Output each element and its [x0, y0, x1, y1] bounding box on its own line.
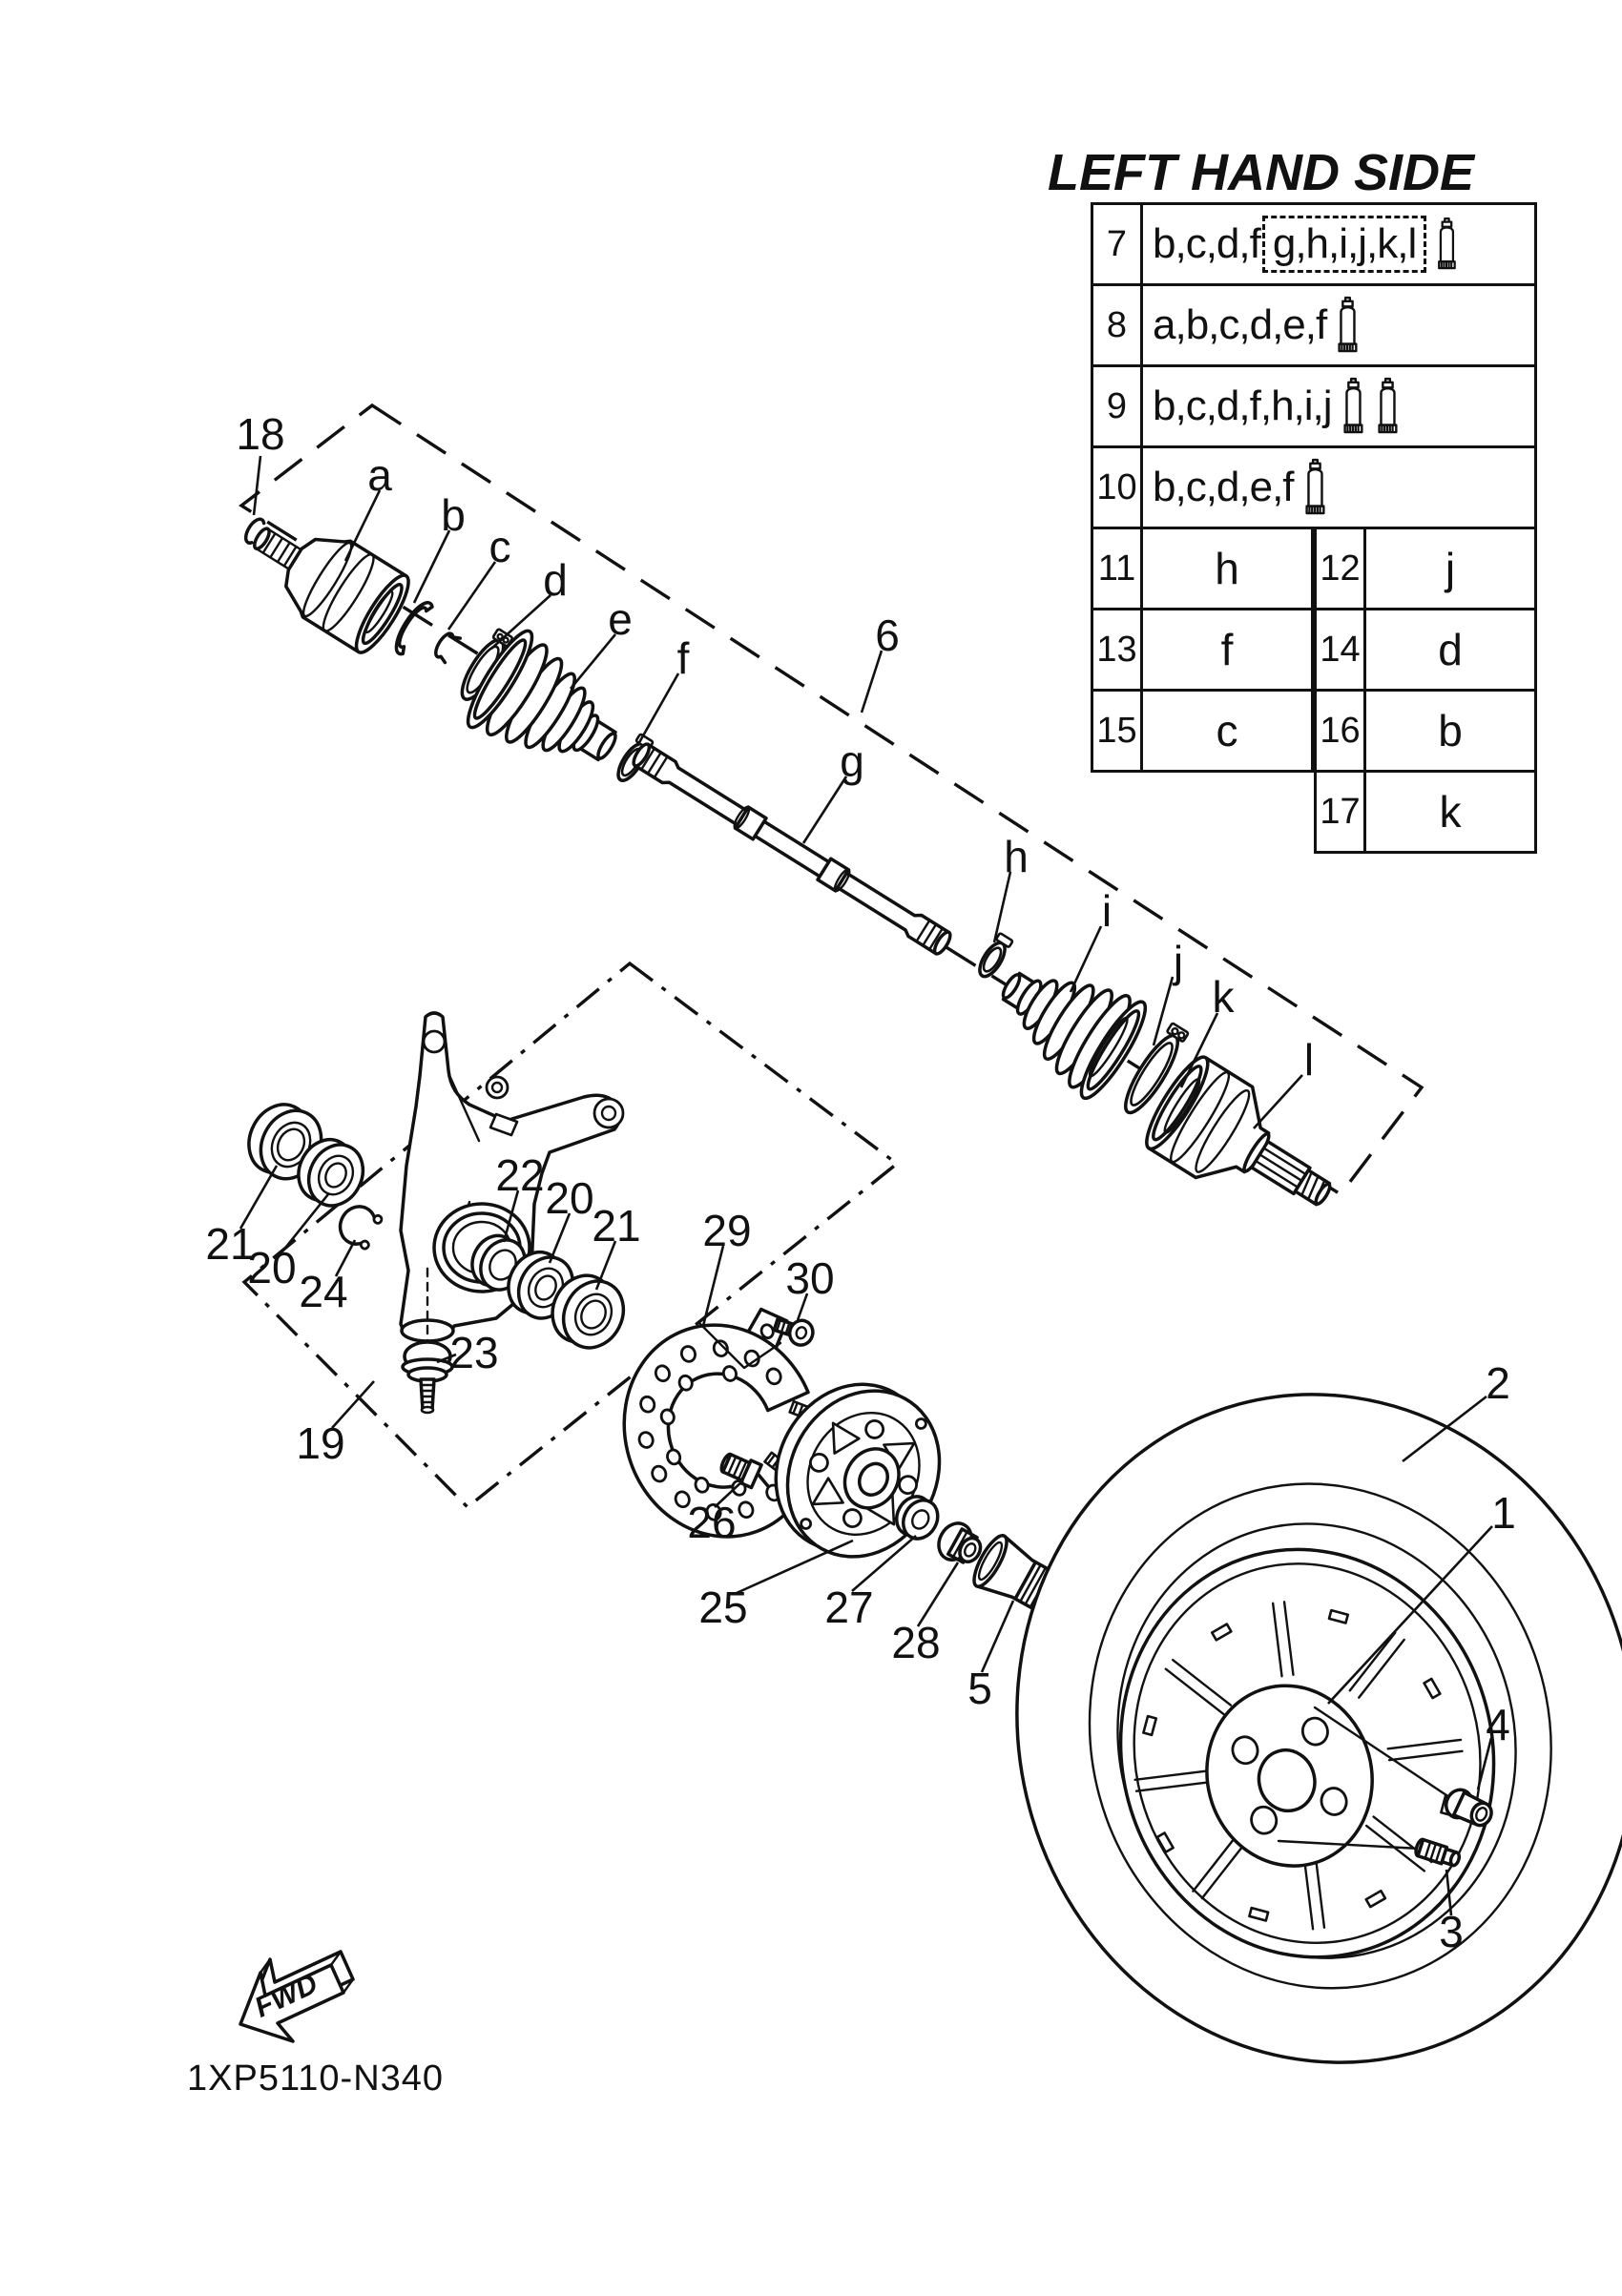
row-number: 14 — [1317, 610, 1366, 689]
callout-label-4: 4 — [1486, 1700, 1510, 1749]
grease-tube-icon — [1334, 294, 1361, 357]
table-row-11-12 — [1091, 527, 1537, 610]
leader-line-i — [1071, 926, 1101, 992]
leader-line-g — [803, 776, 846, 843]
row-letters — [1143, 448, 1534, 527]
letters-plain: b,c,d,f,h,i,j — [1153, 383, 1332, 429]
page-title: LEFT HAND SIDE — [1048, 144, 1475, 201]
callout-label-3: 3 — [1439, 1907, 1464, 1956]
fwd-arrow — [240, 1952, 353, 2041]
row-letters — [1143, 205, 1534, 283]
leader-line-b — [414, 530, 449, 603]
table-row-17 — [1091, 770, 1537, 854]
leader-line-c — [448, 562, 495, 630]
callout-label-h: h — [1004, 832, 1029, 881]
snap-ring-24-part — [334, 1201, 384, 1251]
callout-label-1: 1 — [1491, 1488, 1516, 1538]
leader-line-28 — [918, 1562, 958, 1626]
callout-label-21: 21 — [592, 1201, 641, 1251]
callout-label-20: 20 — [247, 1243, 297, 1293]
letters-plain: a,b,c,d,e,f — [1153, 301, 1327, 348]
row-number: 12 — [1317, 529, 1366, 608]
callout-label-c: c — [489, 522, 511, 571]
table-row-13-14 — [1091, 608, 1537, 692]
row-letter: f — [1220, 625, 1234, 674]
callout-label-20: 20 — [545, 1173, 594, 1223]
callout-label-b: b — [441, 490, 466, 540]
leader-line-l — [1254, 1075, 1302, 1128]
row-letters — [1143, 367, 1534, 445]
cv-boot-outer-part — [978, 936, 1154, 1105]
table-row-9 — [1091, 364, 1537, 448]
callout-label-f: f — [676, 633, 690, 683]
row-number-empty — [1093, 773, 1143, 851]
grease-tube-icon — [1374, 375, 1401, 438]
callout-label-g: g — [840, 736, 864, 786]
callout-label-25: 25 — [698, 1582, 748, 1632]
grease-tube-icon — [1340, 375, 1366, 438]
callout-label-6: 6 — [875, 610, 900, 660]
row-number: 17 — [1317, 773, 1366, 851]
row-letter: k — [1439, 787, 1462, 837]
row-number: 9 — [1093, 367, 1143, 445]
callout-label-2: 2 — [1486, 1358, 1510, 1408]
callout-label-d: d — [543, 555, 568, 605]
callout-label-i: i — [1101, 886, 1113, 936]
row-letter: d — [1438, 625, 1463, 674]
reference-table — [1091, 202, 1537, 854]
row-number: 16 — [1317, 692, 1366, 770]
table-row-10 — [1091, 445, 1537, 529]
tire-and-wheel — [943, 1325, 1622, 2133]
leader-line-29 — [703, 1246, 723, 1326]
table-row-7 — [1091, 202, 1537, 286]
row-number: 8 — [1093, 286, 1143, 364]
table-row-15-16 — [1091, 689, 1537, 773]
row-number: 10 — [1093, 448, 1143, 527]
row-letter-empty — [1143, 773, 1311, 851]
circlip-c-part — [432, 631, 461, 663]
cv-joint-outer-part — [1137, 1050, 1354, 1241]
callout-label-e: e — [608, 594, 633, 644]
letters-boxed: g,h,i,j,k,l — [1262, 216, 1426, 273]
callout-label-k: k — [1212, 972, 1235, 1022]
leader-line-5 — [982, 1601, 1013, 1672]
leader-line-18 — [254, 456, 260, 515]
leader-line-f — [637, 673, 678, 746]
callout-label-19: 19 — [296, 1418, 345, 1468]
letters-plain: b,c,d,e,f — [1153, 464, 1294, 510]
drawing-part-code: 1XP5110-N340 — [187, 2058, 445, 2099]
callout-label-l: l — [1303, 1035, 1315, 1085]
callout-label-22: 22 — [495, 1150, 545, 1200]
callout-label-28: 28 — [891, 1618, 941, 1667]
grease-tube-icon — [1301, 456, 1328, 519]
row-letter: j — [1445, 544, 1456, 593]
row-number: 13 — [1093, 610, 1143, 689]
callout-label-24: 24 — [299, 1267, 348, 1316]
callout-label-30: 30 — [785, 1253, 835, 1303]
axle-shaft-part — [631, 742, 953, 956]
callout-label-18: 18 — [236, 409, 285, 459]
letters-plain: b,c,d,f — [1153, 220, 1260, 267]
row-number: 7 — [1093, 205, 1143, 283]
row-number: 11 — [1093, 529, 1143, 608]
row-letter: h — [1215, 544, 1239, 593]
callout-label-a: a — [367, 450, 392, 500]
callout-label-j: j — [1173, 937, 1184, 986]
grease-tube-icon — [1434, 215, 1459, 274]
callout-label-21: 21 — [205, 1219, 255, 1269]
callout-label-29: 29 — [702, 1206, 752, 1255]
leader-line-h — [994, 872, 1010, 942]
callout-label-27: 27 — [824, 1582, 874, 1632]
ball-joint-23-part — [403, 1342, 452, 1413]
row-letter: b — [1438, 706, 1463, 755]
row-number: 15 — [1093, 692, 1143, 770]
row-letter: c — [1216, 706, 1238, 755]
fwd-arrow-label: FWD — [250, 1968, 322, 2024]
row-letters — [1143, 286, 1534, 364]
callout-label-23: 23 — [449, 1328, 499, 1377]
callout-label-5: 5 — [967, 1664, 992, 1713]
table-row-8 — [1091, 283, 1537, 367]
callout-label-26: 26 — [687, 1498, 737, 1547]
cv-joint-inner-part — [234, 498, 416, 658]
